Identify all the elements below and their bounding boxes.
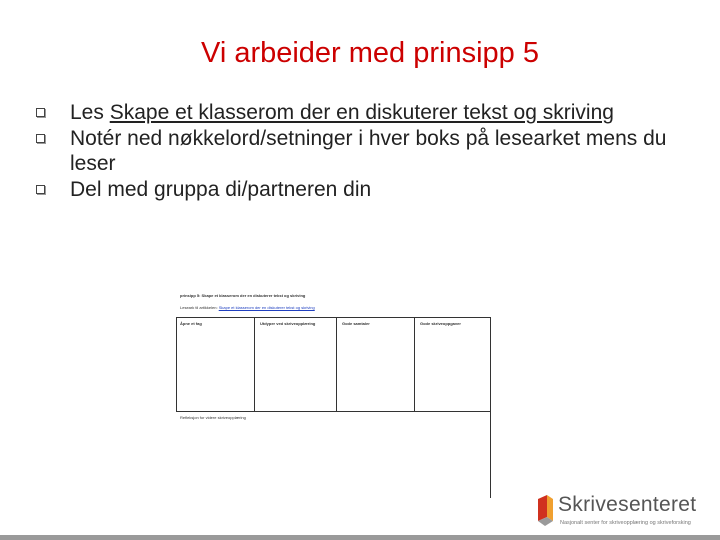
- worksheet-subtitle-link: Skape et klasserom der en diskuterer tekst og skriving: [218, 305, 315, 310]
- square-bullet-icon: [36, 108, 45, 117]
- table-border: [414, 318, 415, 411]
- skrivesenteret-logo: [536, 491, 716, 531]
- logo-mark-icon: [536, 493, 554, 527]
- article-link[interactable]: Skape et klasserom der en diskuterer tekst og skriving: [109, 101, 614, 124]
- bullet-item: [30, 177, 670, 202]
- bottom-bar: [0, 535, 720, 540]
- worksheet-subtitle-prefix: Leseark til artikkelen:: [180, 305, 218, 310]
- logo-name: Skrivesenteret: [558, 493, 697, 516]
- table-header-cell: Åpne et fag: [180, 321, 202, 326]
- bullet-list: [30, 100, 670, 203]
- square-bullet-icon: [36, 185, 45, 194]
- worksheet-title: prinsipp 5: Skape et klasserom der en diskuterer tekst og skriving: [180, 293, 306, 298]
- bullet-item: [30, 126, 670, 176]
- table-header-cell: Gode skriveoppgaver: [420, 321, 461, 326]
- table-border: [176, 318, 177, 411]
- bullet-text: Les: [70, 101, 110, 124]
- table-border: [254, 318, 255, 411]
- table-border: [176, 411, 490, 412]
- logo-tagline: Nasjonalt senter for skriveopplæring og skriveforsking: [560, 520, 691, 526]
- bullet-text: Notér ned nøkkelord/setninger i hver boks på lesearket mens du leser: [70, 127, 667, 175]
- worksheet-table: [176, 317, 491, 498]
- worksheet-thumbnail: [170, 287, 494, 499]
- table-border: [336, 318, 337, 411]
- table-footer-label: Refleksjon for videre skriveopplæring: [180, 415, 246, 420]
- table-header-cell: Gode samtaler: [342, 321, 370, 326]
- bullet-item: [30, 100, 670, 125]
- square-bullet-icon: [36, 134, 45, 143]
- bullet-text: Del med gruppa di/partneren din: [70, 178, 372, 201]
- worksheet-subtitle: [180, 305, 315, 310]
- slide-title: Vi arbeider med prinsipp 5: [201, 37, 539, 69]
- table-header-cell: Utdyper ved skriveopplæring: [260, 321, 316, 326]
